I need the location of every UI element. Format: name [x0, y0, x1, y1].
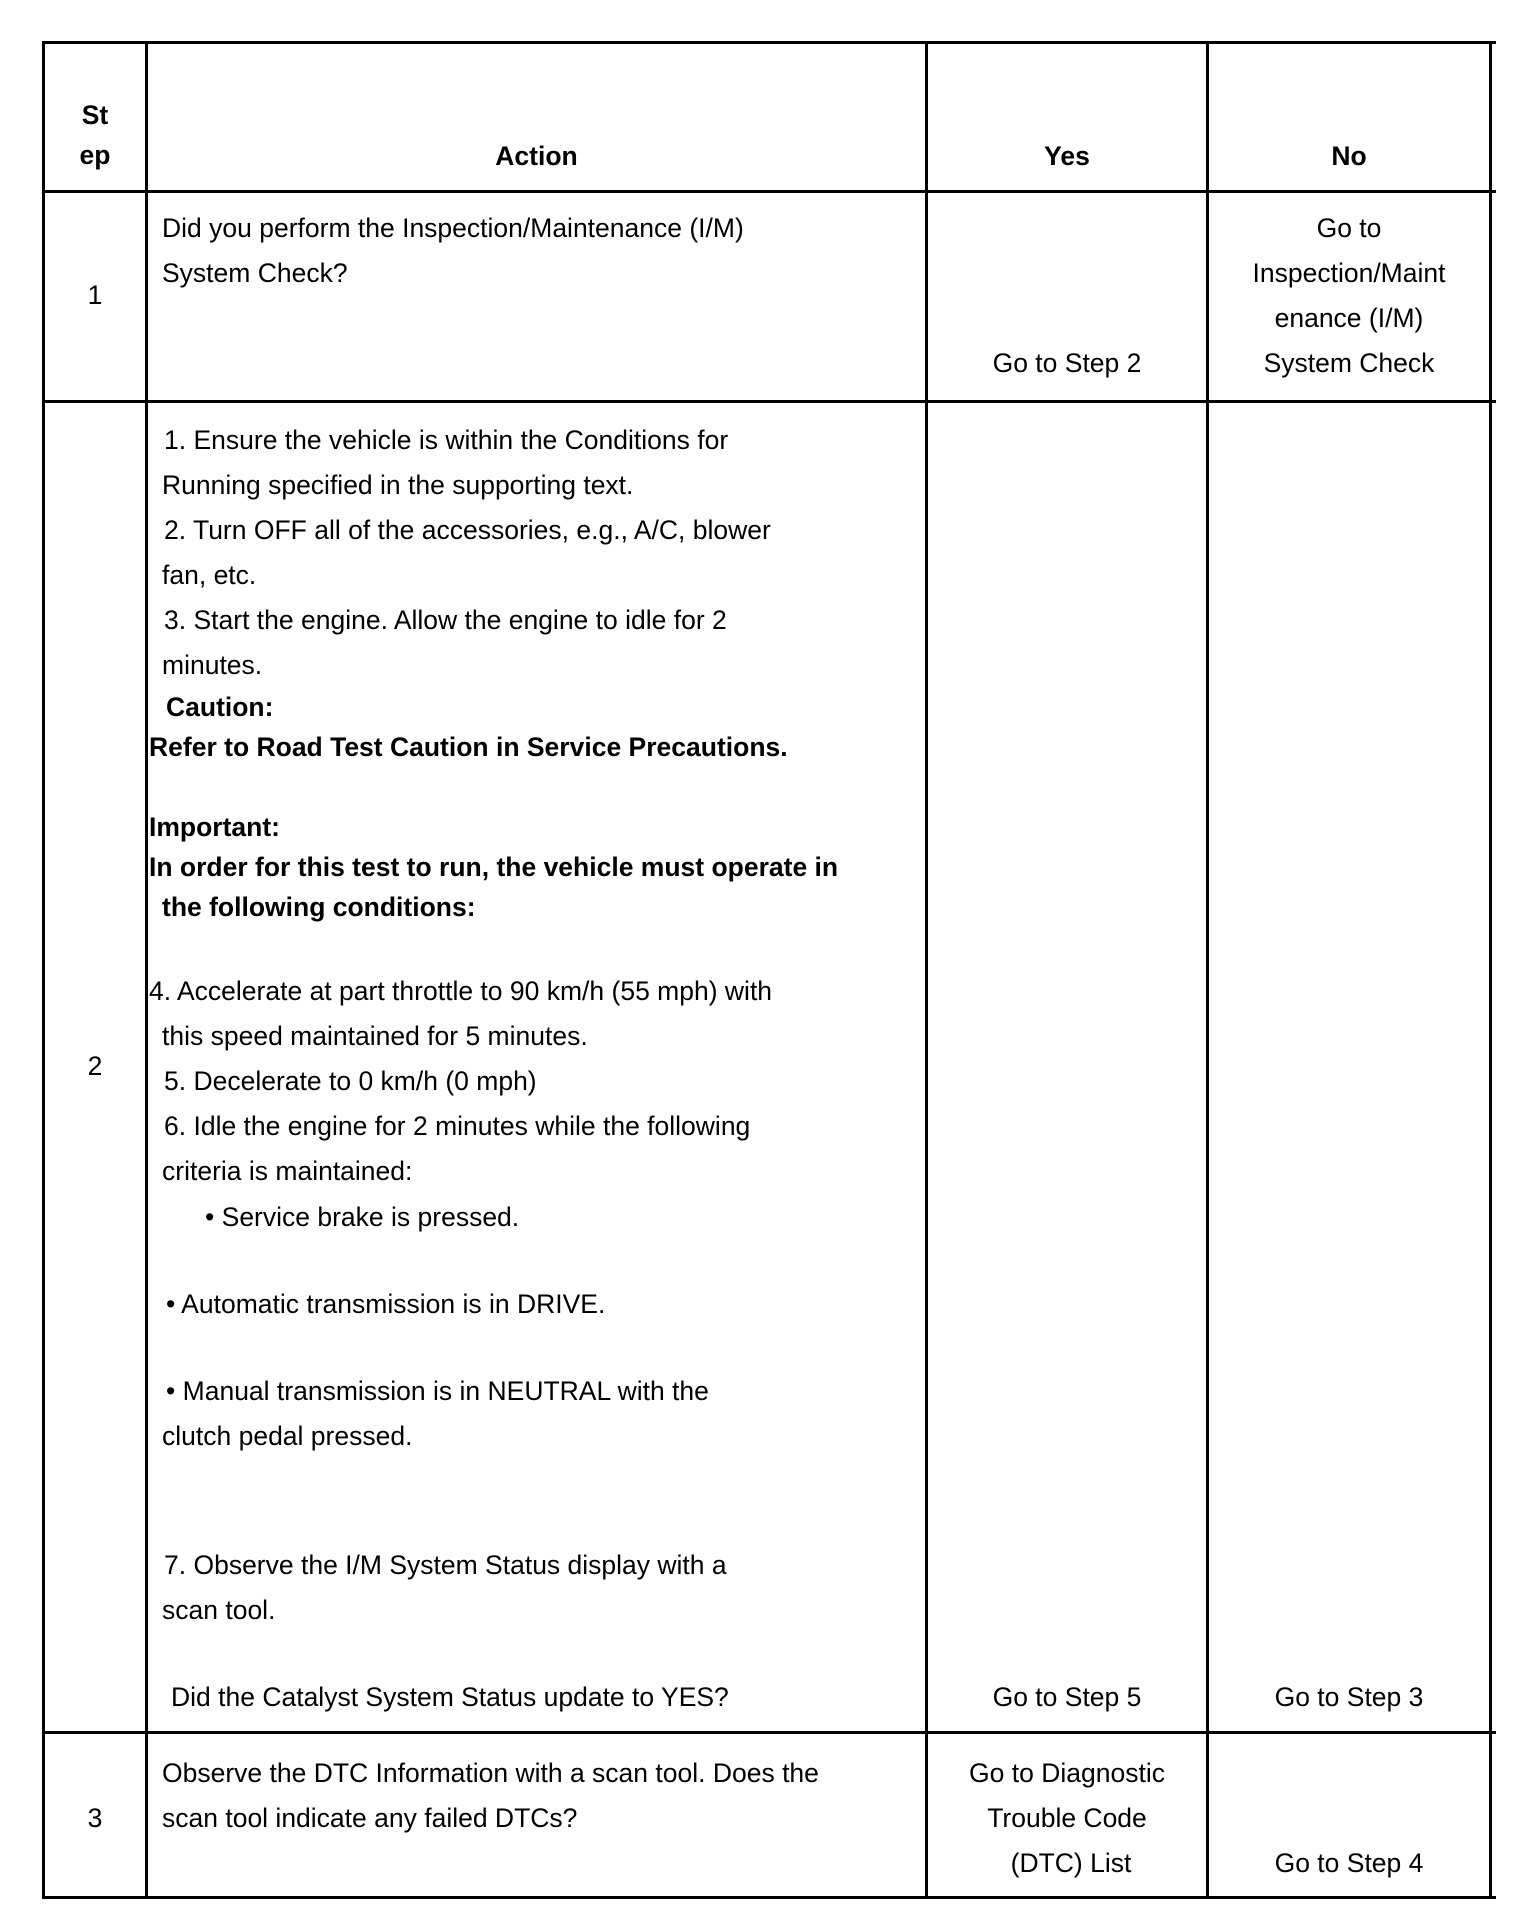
header-divider: [42, 190, 1496, 193]
step-number: 1: [87, 280, 103, 310]
column-divider: [145, 41, 148, 1899]
no-result: Go to Step 3: [1274, 1682, 1424, 1712]
yes-result: [928, 1751, 1206, 1886]
no-line: enance (I/M): [1274, 303, 1424, 333]
step-number: 3: [87, 1803, 103, 1833]
action-line: scan tool indicate any failed DTCs?: [162, 1803, 578, 1833]
header-action: Action: [495, 141, 578, 171]
important-text: In order for this test to run, the vehicle must operate in: [149, 852, 839, 882]
row-divider: [42, 400, 1496, 403]
header-step-line-1: St: [81, 100, 109, 130]
important-text-cont: the following conditions:: [162, 892, 476, 922]
important-label: Important:: [149, 812, 281, 842]
action-line: Observe the DTC Information with a scan tool. Does the: [162, 1758, 819, 1788]
header-yes: Yes: [1044, 141, 1090, 171]
question-text: Did the Catalyst System Status update to YES?: [171, 1682, 729, 1712]
table-border-left: [42, 41, 45, 1899]
action-text: [162, 206, 744, 296]
no-line: Go to: [1316, 213, 1382, 243]
instruction-6: 6. Idle the engine for 2 minutes while the following: [164, 1111, 751, 1141]
header-no: No: [1331, 141, 1367, 171]
action-text: [162, 1751, 819, 1841]
bullet-item: • Automatic transmission is in DRIVE.: [166, 1289, 606, 1319]
yes-line: Go to Diagnostic: [969, 1758, 1165, 1788]
no-result: [1209, 206, 1489, 386]
instruction-2-cont: fan, etc.: [162, 560, 257, 590]
instruction-4: 4. Accelerate at part throttle to 90 km/h (55 mph) with: [149, 976, 773, 1006]
instruction-5: 5. Decelerate to 0 km/h (0 mph): [164, 1066, 537, 1096]
table-border-right: [1489, 41, 1492, 1899]
instruction-7: 7. Observe the I/M System Status display with a: [164, 1550, 727, 1580]
yes-line: (DTC) List: [1010, 1848, 1132, 1878]
yes-result: Go to Step 5: [992, 1682, 1142, 1712]
instruction-1: 1. Ensure the vehicle is within the Conditions for: [164, 425, 729, 455]
no-line: Inspection/Maint: [1252, 258, 1446, 288]
instruction-3-cont: minutes.: [162, 650, 263, 680]
step-number: 2: [87, 1051, 103, 1081]
bullet-item-cont: clutch pedal pressed.: [162, 1421, 413, 1451]
header-step-line-2: ep: [79, 140, 111, 170]
action-line: Did you perform the Inspection/Maintenance (I/M): [162, 213, 744, 243]
bullet-item: • Service brake is pressed.: [205, 1202, 520, 1232]
instruction-7-cont: scan tool.: [162, 1595, 276, 1625]
no-result: Go to Step 4: [1274, 1848, 1424, 1878]
no-line: System Check: [1263, 348, 1435, 378]
row-divider: [42, 1731, 1496, 1734]
table-border-top: [42, 41, 1496, 44]
instruction-4-cont: this speed maintained for 5 minutes.: [162, 1021, 588, 1051]
instruction-3: 3. Start the engine. Allow the engine to idle for 2: [164, 605, 727, 635]
header-step: [45, 95, 145, 175]
yes-result: Go to Step 2: [992, 348, 1142, 378]
instruction-1-cont: Running specified in the supporting text.: [162, 470, 634, 500]
instruction-6-cont: criteria is maintained:: [162, 1156, 413, 1186]
bullet-item: • Manual transmission is in NEUTRAL with the: [166, 1376, 709, 1406]
column-divider: [925, 41, 928, 1899]
action-line: System Check?: [162, 258, 348, 288]
caution-label: Caution:: [166, 692, 274, 722]
instruction-2: 2. Turn OFF all of the accessories, e.g., A/C, blower: [164, 515, 771, 545]
table-border-bottom: [42, 1896, 1496, 1899]
caution-text: Refer to Road Test Caution in Service Precautions.: [149, 732, 788, 762]
yes-line: Trouble Code: [987, 1803, 1147, 1833]
